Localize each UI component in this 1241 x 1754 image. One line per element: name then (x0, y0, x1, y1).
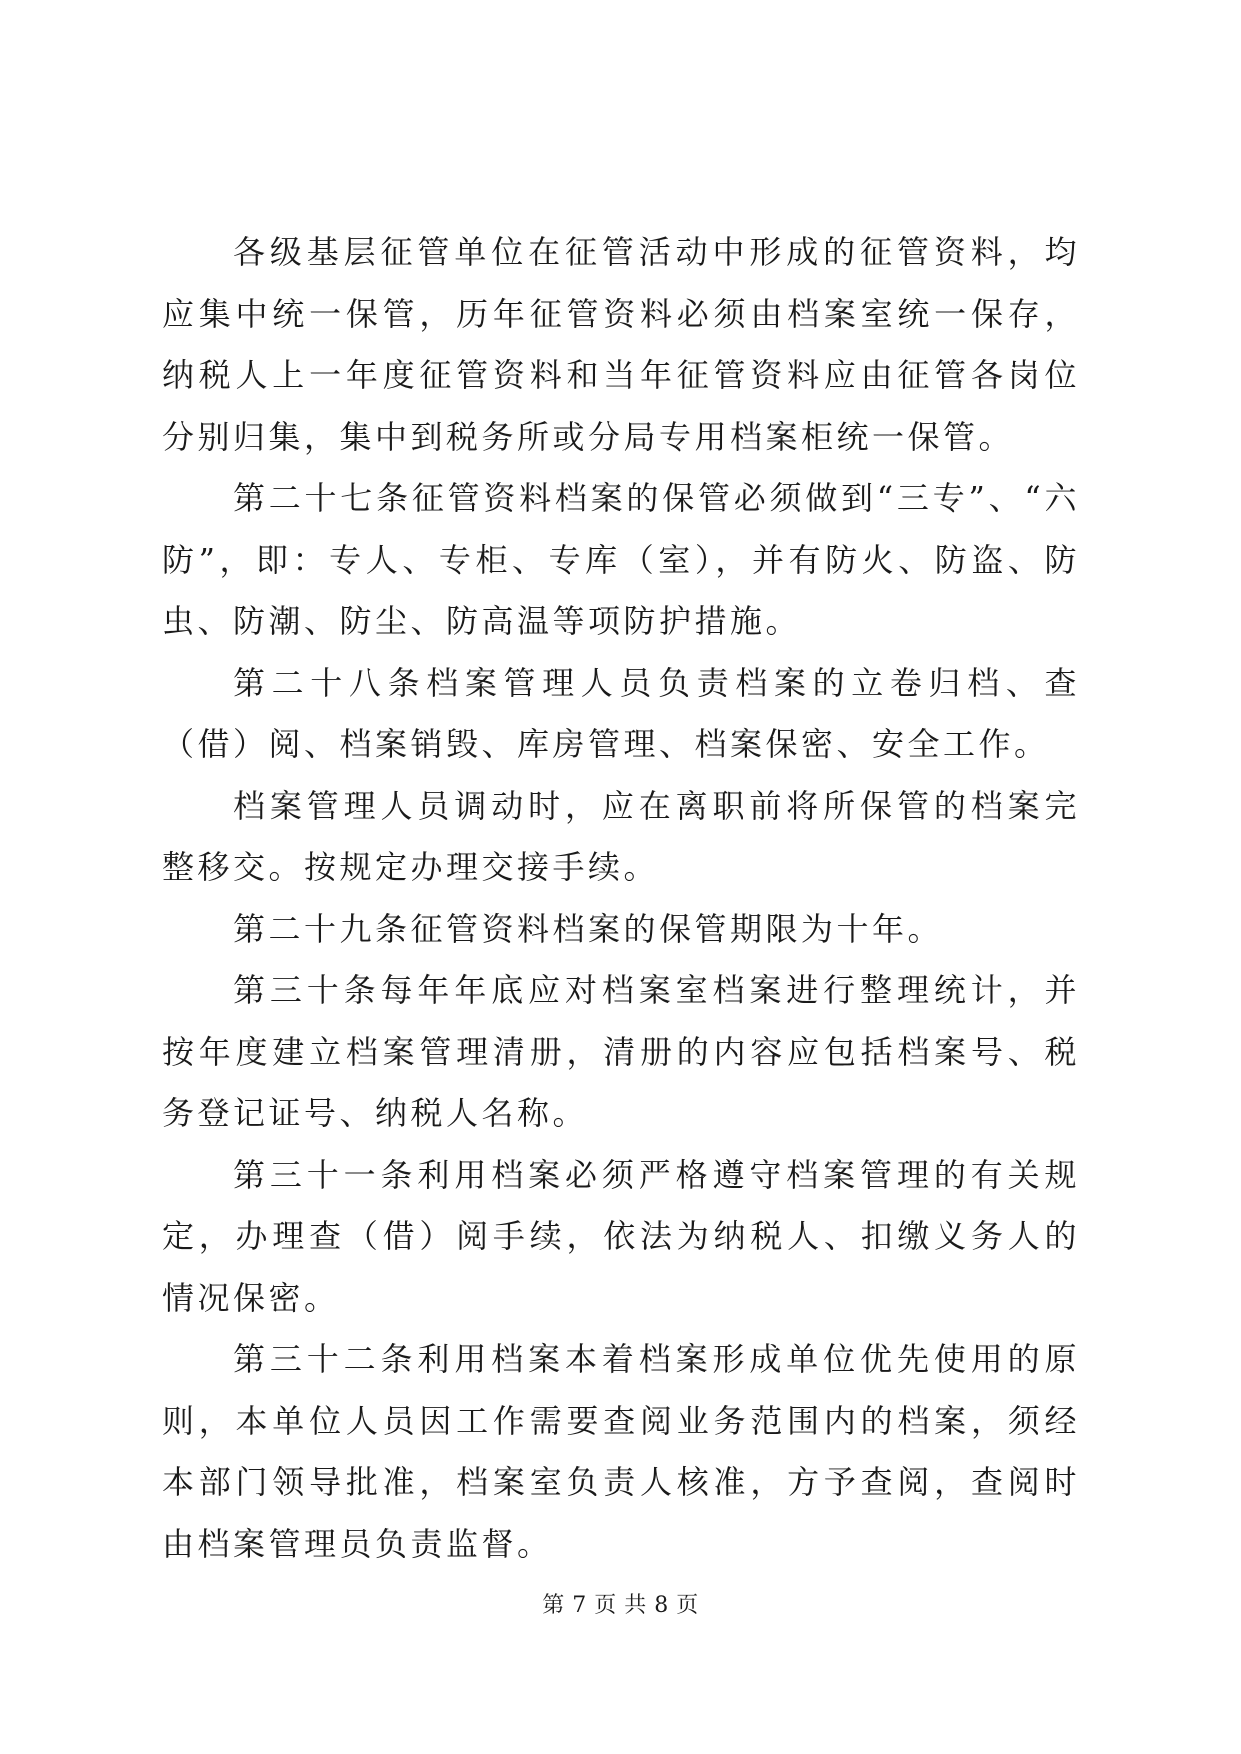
paragraph-article-31: 第三十一条利用档案必须严格遵守档案管理的有关规定，办理查（借）阅手续，依法为纳税人、扣缴义务人的情况保密。 (162, 1155, 1080, 1317)
paragraph-article-32: 第三十二条利用档案本着档案形成单位优先使用的原则，本单位人员因工作需要查阅业务范围内的档案，须经本部门领导批准，档案室负责人核准，方予查阅，查阅时由档案管理员负责监督。 (162, 1340, 1080, 1563)
paragraph-article-30: 第三十条每年年底应对档案室档案进行整理统计，并按年度建立档案管理清册，清册的内容应包括档案号、税务登记证号、纳税人名称。 (162, 971, 1080, 1132)
paragraph-intro: 各级基层征管单位在征管活动中形成的征管资料，均应集中统一保管，历年征管资料必须由档案室统一保存，纳税人上一年度征管资料和当年征管资料应由征管各岗位分别归集，集中到税务所或分局专用档案柜统一保管。 (162, 233, 1080, 456)
paragraph-article-29: 第二十九条征管资料档案的保管期限为十年。 (233, 909, 944, 948)
document-body (162, 222, 1080, 1575)
paragraph-transfer: 档案管理人员调动时，应在离职前将所保管的档案完整移交。按规定办理交接手续。 (162, 786, 1080, 886)
paragraph-article-27: 第二十七条征管资料档案的保管必须做到“三专”、“六防”，即：专人、专柜、专库（室），并有防火、防盗、防虫、防潮、防尘、防高温等项防护措施。 (162, 479, 1080, 640)
page-number-footer: 第 7 页 共 8 页 (542, 1593, 699, 1618)
paragraph-article-28: 第二十八条档案管理人员负责档案的立卷归档、查（借）阅、档案销毁、库房管理、档案保密、安全工作。 (162, 663, 1080, 763)
